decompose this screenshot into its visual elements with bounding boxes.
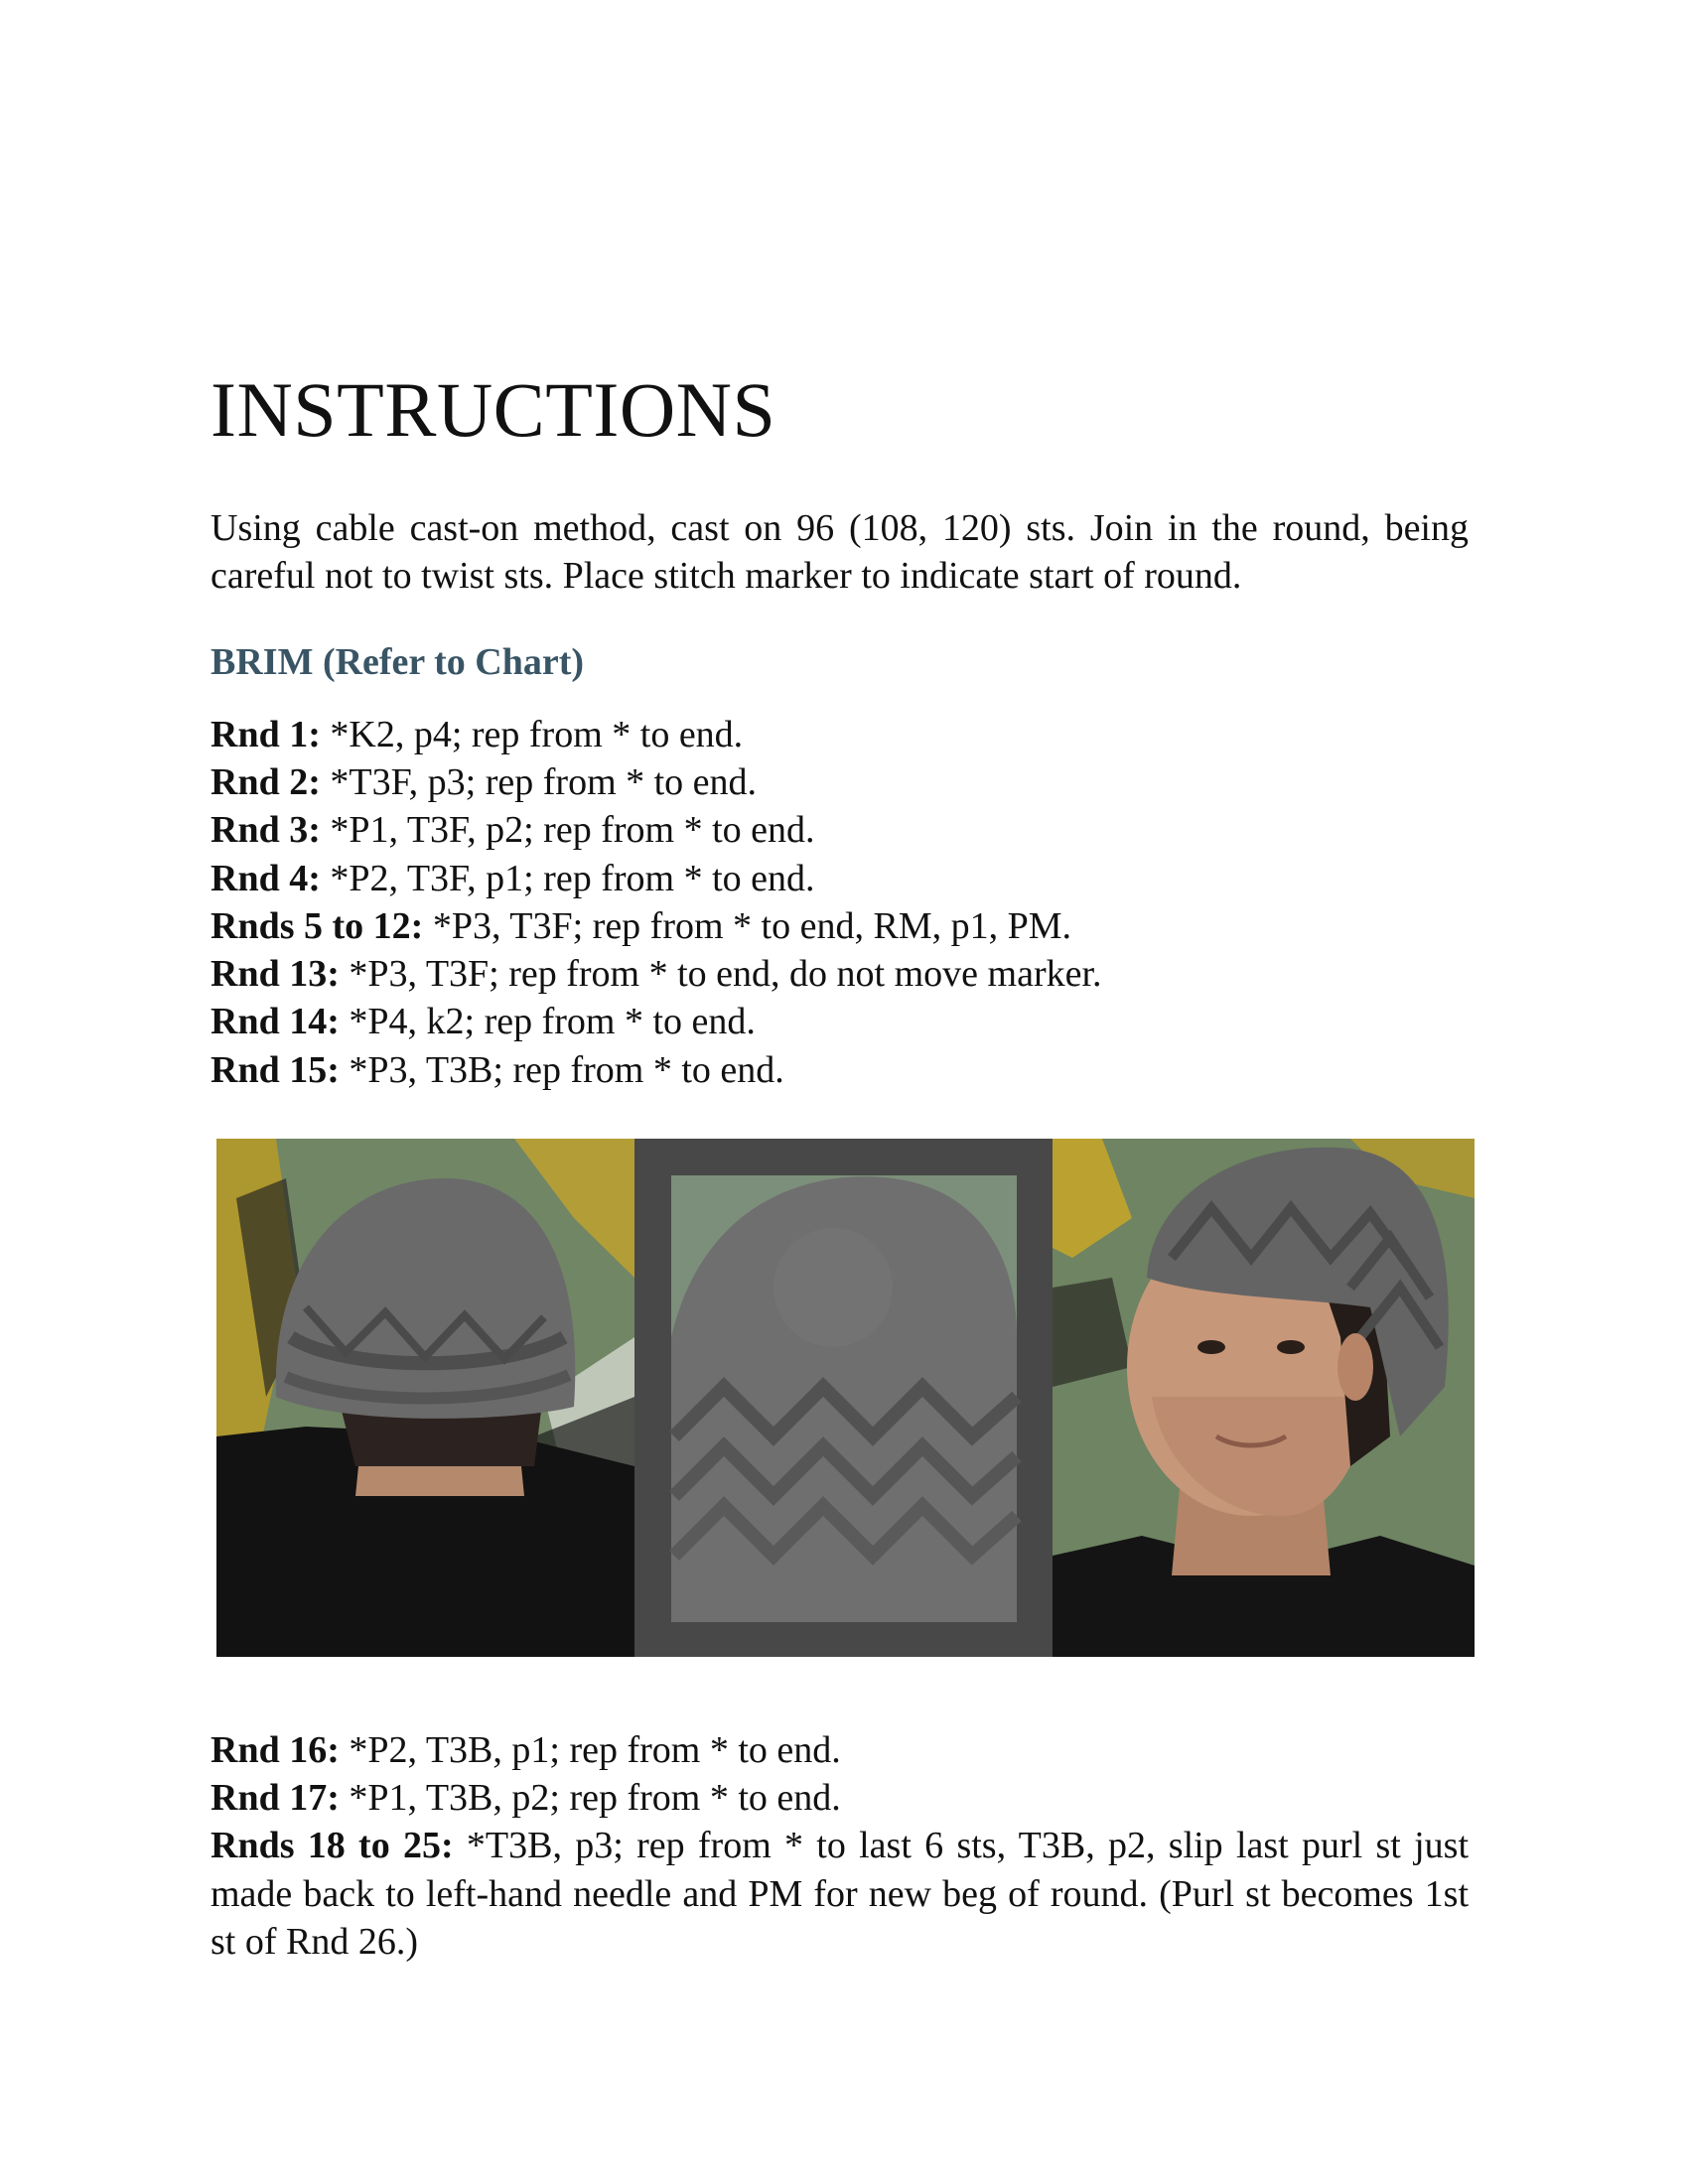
row-text: *P3, T3F; rep from * to end, RM, p1, PM.	[432, 904, 1072, 947]
instruction-row	[211, 855, 1469, 902]
row-label: Rnd 3:	[211, 809, 321, 852]
photo-hat-side-view	[1053, 1139, 1475, 1657]
row-text: *P2, T3B, p1; rep from * to end.	[349, 1728, 841, 1771]
instruction-row	[211, 1822, 1469, 1966]
row-label: Rnd 16:	[211, 1728, 340, 1771]
row-text: *P1, T3B, p2; rep from * to end.	[349, 1777, 841, 1820]
photo-hat-back-view	[216, 1139, 634, 1657]
row-text: *T3B, p3; rep from * to last 6 sts, T3B, p2, slip last purl st just made back to left-hand needle and PM for new beg of round. (Purl st becomes 1st st of Rnd 26.)	[211, 1825, 1470, 1963]
instruction-rows-top	[211, 711, 1469, 1094]
instruction-row	[211, 1046, 1469, 1094]
row-text: *P1, T3F, p2; rep from * to end.	[330, 809, 815, 852]
instruction-row	[211, 1726, 1469, 1774]
instruction-row	[211, 1774, 1469, 1822]
instruction-row	[211, 711, 1469, 758]
photo-hat-crown-closeup	[634, 1139, 1053, 1657]
intro-paragraph: Using cable cast-on method, cast on 96 (108, 120) sts. Join in the round, being careful not to twist sts. Place stitch marker to indicate start of round.	[211, 506, 1469, 598]
photo-strip	[216, 1139, 1475, 1657]
instruction-row	[211, 806, 1469, 854]
row-label: Rnd 4:	[211, 857, 321, 899]
row-label: Rnd 13:	[211, 953, 340, 996]
row-label: Rnds 5 to 12:	[211, 904, 424, 947]
instruction-row	[211, 902, 1469, 950]
instruction-row	[211, 950, 1469, 998]
page-title: INSTRUCTIONS	[211, 366, 776, 453]
row-label: Rnd 2:	[211, 761, 321, 804]
row-text: *K2, p4; rep from * to end.	[330, 713, 744, 755]
instruction-row	[211, 758, 1469, 806]
row-text: *P4, k2; rep from * to end.	[349, 1001, 756, 1043]
instruction-rows-bottom	[211, 1726, 1469, 1966]
section-title-brim: BRIM (Refer to Chart)	[211, 641, 585, 684]
row-text: *P2, T3F, p1; rep from * to end.	[330, 857, 815, 899]
row-label: Rnd 17:	[211, 1777, 340, 1820]
row-text: *P3, T3B; rep from * to end.	[349, 1048, 784, 1091]
row-label: Rnd 1:	[211, 713, 321, 755]
page	[211, 367, 1469, 1966]
row-label: Rnd 15:	[211, 1048, 340, 1091]
row-text: *P3, T3F; rep from * to end, do not move marker.	[349, 953, 1102, 996]
instruction-row	[211, 998, 1469, 1045]
row-label: Rnd 14:	[211, 1001, 340, 1043]
row-label: Rnds 18 to 25:	[211, 1825, 454, 1867]
row-text: *T3F, p3; rep from * to end.	[330, 761, 758, 804]
